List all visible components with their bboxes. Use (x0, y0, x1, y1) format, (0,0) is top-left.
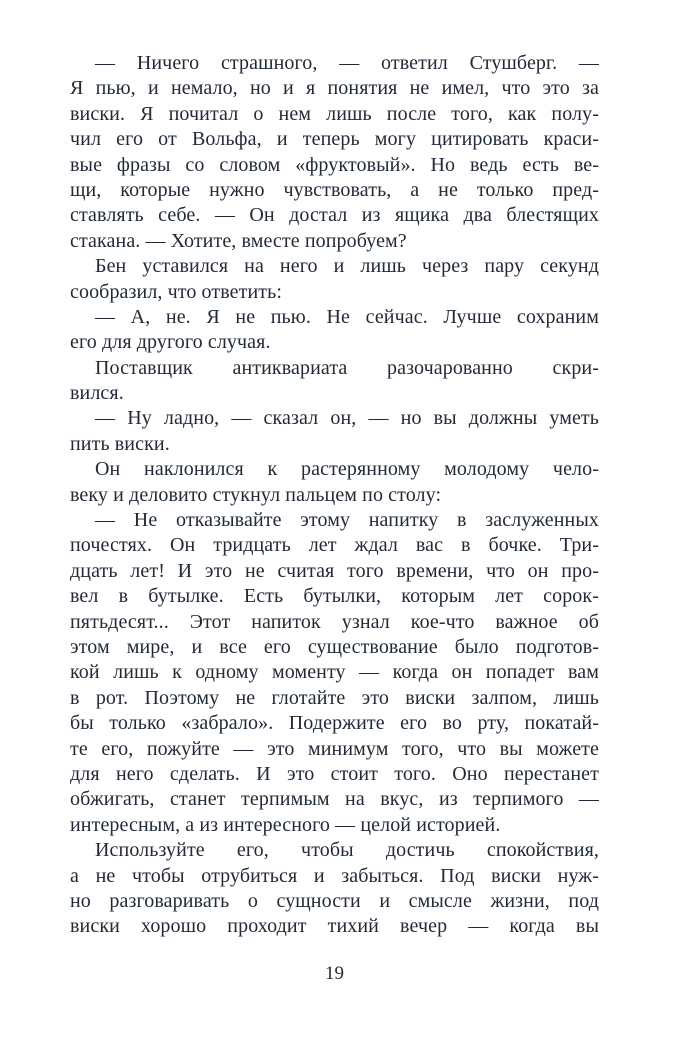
text-line: виски хорошо проходит тихий вечер — когда вы (70, 915, 599, 938)
text-line: интересным, а из интересного — целой историей. (70, 813, 501, 836)
text-line: — Не отказывайте этому напитку в заслуженных (95, 509, 599, 532)
text-line: — Ну ладно, — сказал он, — но вы должны уметь (95, 407, 599, 430)
text-line: в рот. Поэтому не глотайте это виски залпом, лишь (70, 686, 599, 709)
page-number: 19 (325, 963, 344, 984)
text-line: Я пью, и немало, но и я понятия не имел, что это за (70, 77, 599, 100)
text-line: виски. Я почитал о нем лишь после того, как полу- (70, 102, 599, 125)
text-line: для него сделать. И это стоит того. Оно перестанет (70, 762, 599, 785)
text-line: пить виски. (70, 432, 170, 455)
text-line: почестях. Он тридцать лет ждал вас в бочке. Три- (70, 534, 599, 557)
text-line: — Ничего страшного, — ответил Стушберг. — (95, 52, 599, 74)
text-line: Поставщик антиквариата разочарованно скри- (95, 356, 599, 379)
text-line: пятьдесят... Этот напиток узнал кое-что важное об (70, 610, 599, 633)
text-line: Бен уставился на него и лишь через пару секунд (95, 255, 599, 278)
text-line: стакана. — Хотите, вместе попробуем? (70, 229, 407, 252)
text-line: те его, пожуйте — это минимум того, что вы можете (70, 737, 599, 760)
text-line: дцать лет! И это не считая того времени, что он про- (70, 559, 599, 582)
text-line: обжигать, станет терпимым на вкус, из терпимого — (70, 788, 599, 811)
text-line: кой лишь к одному моменту — когда он попадет вам (70, 661, 599, 684)
text-line: а не чтобы отрубиться и забыться. Под виски нуж- (70, 864, 599, 887)
text-line: вился. (70, 382, 124, 405)
text-line: чил его от Вольфа, и теперь могу цитировать краси- (70, 128, 599, 151)
text-line: этом мире, и все его существование было подготов- (70, 635, 599, 658)
text-line: вые фразы со словом «фруктовый». Но ведь есть ве- (70, 153, 599, 176)
text-line: но разговаривать о сущности и смысле жизни, под (70, 889, 599, 912)
body-text (70, 51, 599, 940)
text-line: его для другого случая. (70, 331, 271, 354)
text-line: Используйте его, чтобы достичь спокойствия, (95, 839, 599, 862)
text-line: ставлять себе. — Он достал из ящика два блестящих (70, 204, 599, 227)
text-line: — А, не. Я не пью. Не сейчас. Лучше сохраним (95, 305, 599, 328)
text-line: Он наклонился к растерянному молодому чело- (95, 458, 599, 481)
text-line: сообразил, что ответить: (70, 280, 282, 303)
text-line: веку и деловито стукнул пальцем по столу: (70, 483, 442, 506)
text-line: щи, которые нужно чувствовать, а не только пред- (70, 178, 599, 201)
text-line: бы только «забрало». Подержите его во рту, покатай- (70, 712, 599, 735)
text-line: вел в бутылке. Есть бутылки, которым лет сорок- (70, 585, 599, 608)
